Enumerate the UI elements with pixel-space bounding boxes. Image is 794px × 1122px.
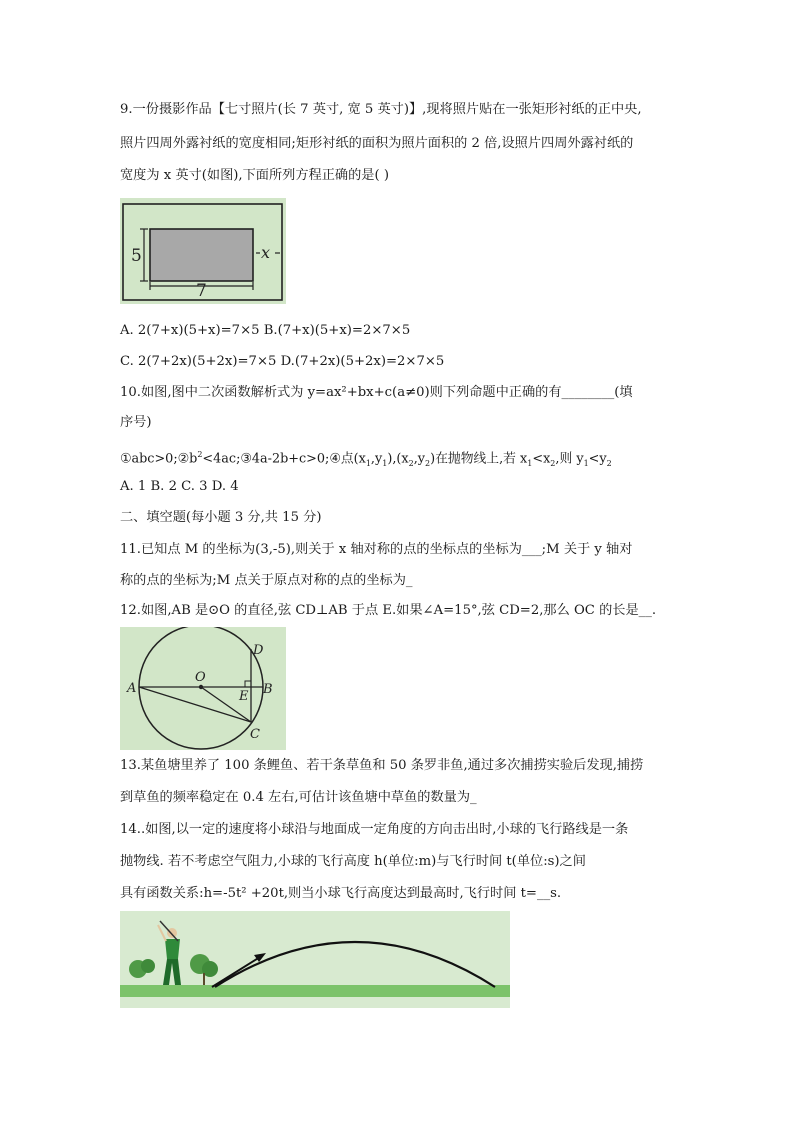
- q9-figure: [120, 198, 286, 304]
- q14-line3: 具有函数关系:h=-5t² +20t,则当小球飞行高度达到最高时,飞行时间 t=__s.: [120, 886, 562, 901]
- label-a: A: [127, 681, 137, 696]
- center-point: [199, 685, 203, 689]
- segment-ac: [139, 687, 251, 722]
- q10-line1: 10.如图,图中二次函数解析式为 y=ax²+bx+c(a≠0)则下列命题中正确的有________(填: [120, 385, 633, 400]
- label-5: 5: [131, 246, 142, 266]
- section-heading: 二、填空题(每小题 3 分,共 15 分): [120, 510, 322, 525]
- label-7: 7: [196, 281, 207, 301]
- label-e: E: [239, 689, 249, 704]
- ball-trajectory-parabola: [215, 942, 495, 987]
- q14-line1: 14..如图,以一定的速度将小球沿与地面成一定角度的方向击出时,小球的飞行路线是一条: [120, 822, 629, 837]
- q9-diagram: [120, 198, 286, 304]
- q9-line1: 9.一份摄影作品【七寸照片(长 7 英寸, 宽 5 英寸)】,现将照片贴在一张矩形衬纸的正中央,: [120, 102, 642, 117]
- q12-line1: 12.如图,AB 是⊙O 的直径,弦 CD⊥AB 于点 E.如果∠A=15°,弦 CD=2,那么 OC 的长是__.: [120, 603, 657, 618]
- q10-options: A. 1 B. 2 C. 3 D. 4: [120, 479, 239, 494]
- label-x: x: [261, 243, 271, 262]
- q9-options-ab: A. 2(7+x)(5+x)=7×5 B.(7+x)(5+x)=2×7×5: [120, 323, 411, 338]
- q13-line2: 到草鱼的频率稳定在 0.4 左右,可估计该鱼塘中草鱼的数量为_: [120, 790, 477, 805]
- q9-line3: 宽度为 x 英寸(如图),下面所列方程正确的是( ): [120, 168, 389, 183]
- q14-line2: 抛物线. 若不考虑空气阻力,小球的飞行高度 h(单位:m)与飞行时间 t(单位:s)之间: [120, 854, 586, 869]
- q9-options-cd: C. 2(7+2x)(5+2x)=7×5 D.(7+2x)(5+2x)=2×7×5: [120, 354, 445, 369]
- q11-line1: 11.已知点 M 的坐标为(3,-5),则关于 x 轴对称的点的坐标点的坐标为___;M 关于 y 轴对: [120, 542, 633, 557]
- q14-figure: [120, 911, 510, 1008]
- label-c: C: [250, 727, 260, 742]
- label-o: O: [195, 670, 206, 685]
- q9-line2: 照片四周外露衬纸的宽度相同;矩形衬纸的面积为照片面积的 2 倍,设照片四周外露衬纸的: [120, 136, 634, 151]
- q10-conditions: $①abc>0;②b^2<4ac;③4a-2b+c>0;④$点$(x_1,y_1),(x_2,y_2)$在抛物线上,若 $x_1<x_2$,则 $y_1<y_2$: [120, 450, 612, 468]
- launch-arrow: [212, 957, 260, 987]
- photo-rect: [150, 229, 253, 281]
- golfer-icon: [158, 921, 181, 985]
- label-d: D: [253, 643, 264, 658]
- q13-line1: 13.某鱼塘里养了 100 条鲤鱼、若干条草鱼和 50 条罗非鱼,通过多次捕捞实验后发现,捕捞: [120, 758, 644, 773]
- golf-trajectory-illustration: [120, 911, 510, 1008]
- right-angle-mark: [245, 681, 251, 687]
- label-b: B: [263, 682, 273, 697]
- circle-diagram: [120, 627, 286, 750]
- q10-line2: 序号): [120, 415, 152, 430]
- q12-figure: [120, 627, 286, 750]
- q11-line2: 称的点的坐标为;M 点关于原点对称的点的坐标为_: [120, 573, 413, 588]
- ground-strip: [120, 985, 510, 997]
